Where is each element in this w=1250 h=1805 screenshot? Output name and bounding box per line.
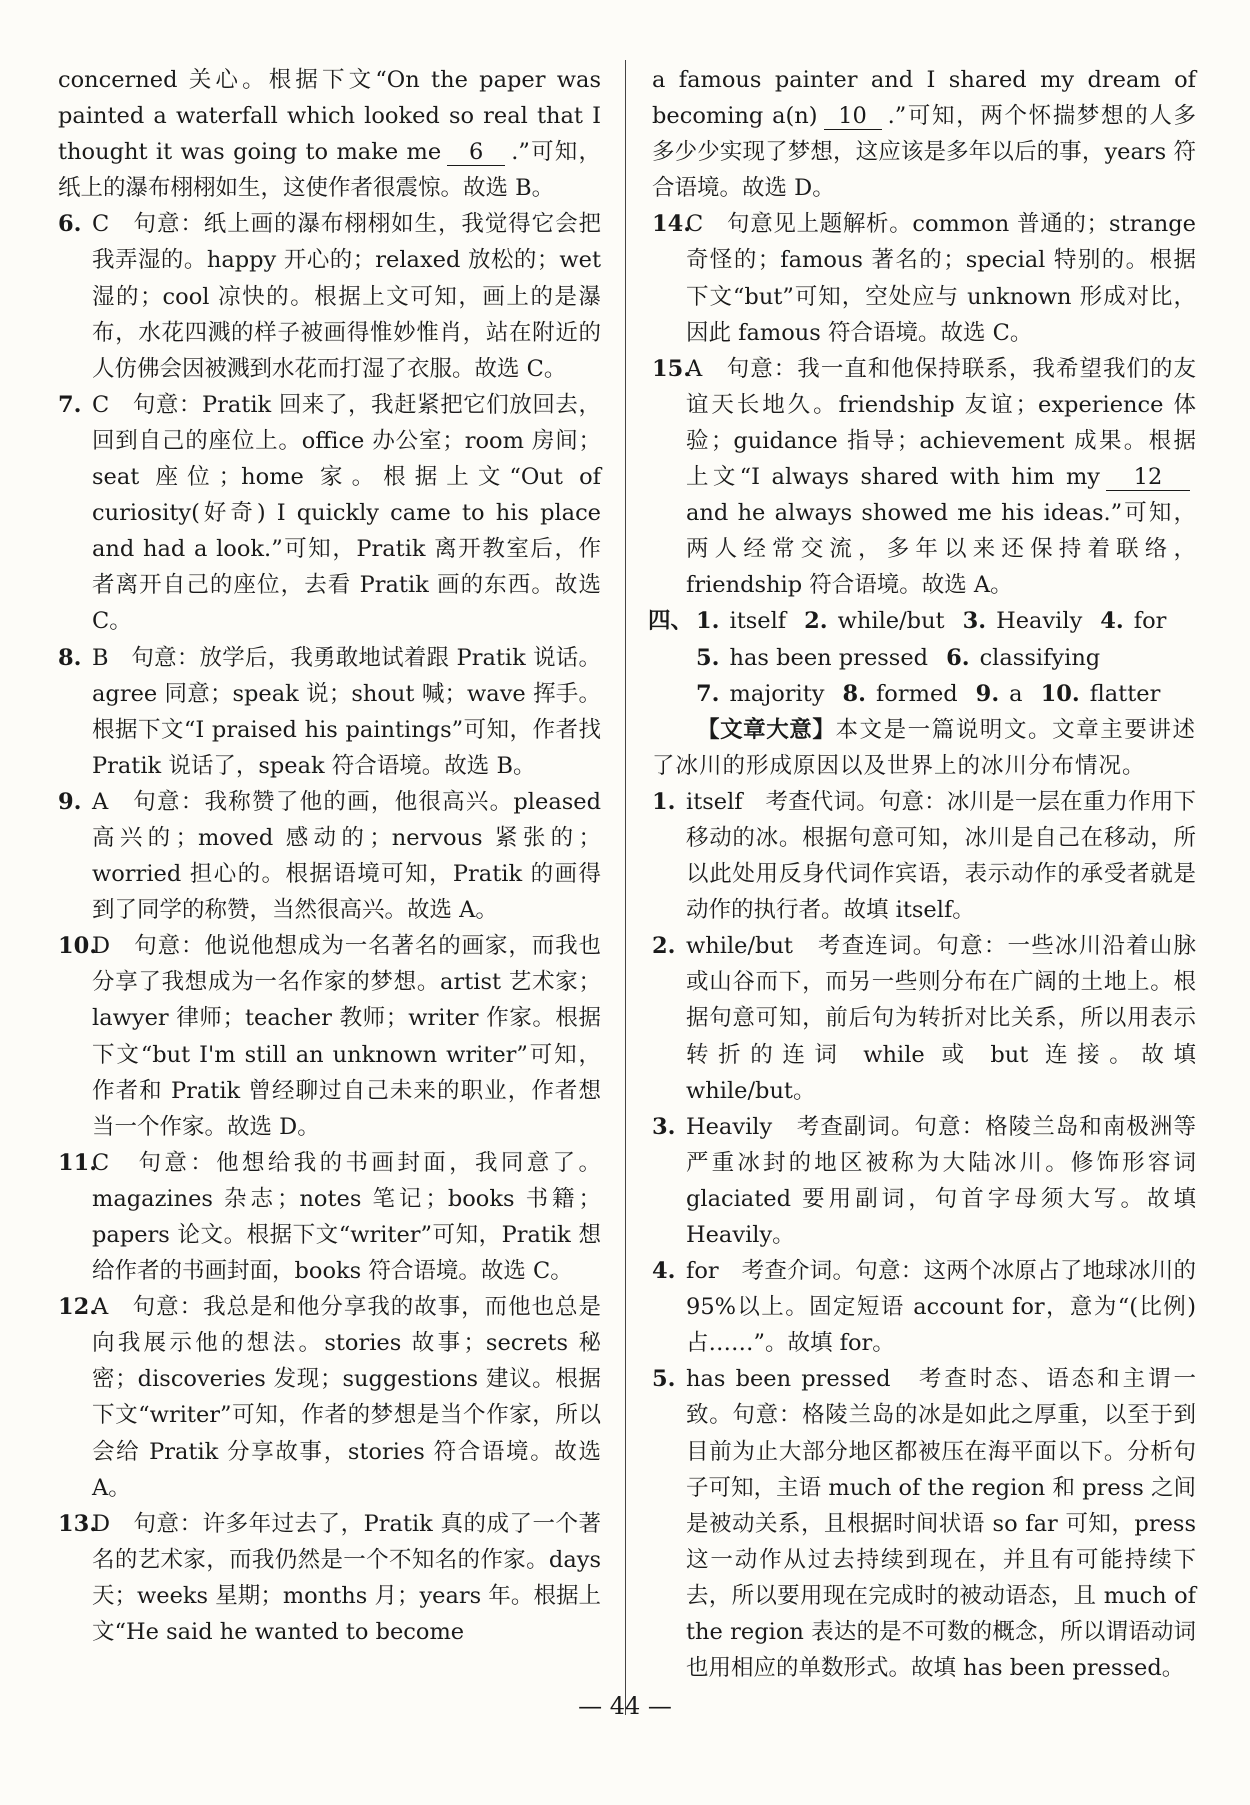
article-summary — [652, 712, 1196, 784]
answer-number: 2. — [804, 608, 828, 635]
section-four-answers — [648, 603, 1196, 711]
item-text: B 句意：放学后，我勇敢地试着跟 Pratik 说话。agree 同意；speak 说；shout 喊；wave 挥手。根据下文“I praised his paintings”可知，作者找 Pratik 说话了，speak 符合语境。故选 B。 — [92, 644, 601, 779]
answer-number: 1. — [696, 608, 720, 635]
answer-number: 4. — [1100, 608, 1124, 635]
answer-blank: 6 — [447, 139, 505, 166]
grammar-item-3 — [652, 1109, 1196, 1253]
answer-key — [804, 603, 944, 639]
answer-value: itself — [729, 608, 787, 635]
answer-item-15 — [652, 351, 1196, 604]
item-number: 10. — [58, 933, 98, 960]
answer-value: Heavily — [996, 608, 1083, 635]
item-number: 9. — [58, 788, 82, 815]
left-intro-text: concerned 关心。根据下文“On the paper was painted a waterfall which looked so real that I thought it was going to make me — [58, 67, 601, 166]
answer-value: classifying — [979, 644, 1101, 671]
item-text: has been pressed 考查时态、语态和主谓一致。句意：格陵兰岛的冰是如此之厚重，以至于到目前为止大部分地区都被压在海平面以下。分析句子可知，主语 much of the region 和 press 之间是被动关系，且根据时间状语 so far 可知，press 这一动作从过去持续到现在，并且有可能持续下去，所以要用现在完成时的被动语态，且 much of the region 表达的是不可数的概念，所以谓语动词也用相应的单数形式。故填 has been pressed。 — [686, 1366, 1196, 1682]
answer-item-11 — [58, 1145, 601, 1289]
answer-row — [696, 640, 1196, 676]
right-continuation — [652, 62, 1196, 206]
item-number: 6. — [58, 211, 82, 238]
continuation-end: .”可知，两个怀揣梦想的人多多少少实现了梦想，这应该是多年以后的事，years 符合语境。故选 D。 — [652, 103, 1197, 202]
page-number: — 44 — — [578, 1692, 672, 1720]
item-text: C 句意：Pratik 回来了，我赶紧把它们放回去，回到自己的座位上。office 办公室；room 房间；seat 座位；home 家。根据上文“Out of curiosity(好奇) I quickly came to his place and had a look.”可知，Pratik 离开教室后，作者离开自己的座位，去看 Pratik 画的东西。故选 C。 — [92, 391, 601, 635]
answer-value: majority — [729, 680, 825, 707]
answer-number: 8. — [842, 680, 866, 707]
item-number: 1. — [652, 788, 676, 815]
item-number: 14. — [652, 211, 692, 238]
answer-key — [1041, 676, 1161, 712]
answer-key — [946, 640, 1100, 676]
summary-text: 本文是一篇说明文。文章主要讲述了冰川的形成原因以及世界上的冰川分布情况。 — [652, 716, 1196, 779]
grammar-item-1 — [652, 784, 1196, 928]
answer-item-14 — [652, 206, 1196, 350]
item-text: A 句意：我称赞了他的画，他很高兴。pleased 高兴的；moved 感动的；nervous 紧张的；worried 担心的。根据语境可知，Pratik 的画得到了同学的称赞，当然很高兴。故选 A。 — [92, 788, 601, 924]
answer-value: for — [1133, 608, 1167, 635]
item-number: 7. — [58, 391, 82, 418]
answer-key — [976, 676, 1023, 712]
item-text: Heavily 考查副词。句意：格陵兰岛和南极洲等严重冰封的地区被称为大陆冰川。修饰形容词 glaciated 要用副词，句首字母须大写。故填 Heavily。 — [686, 1113, 1196, 1248]
answer-key — [696, 640, 928, 676]
answer-value: has been pressed — [729, 644, 929, 671]
item-number: 12. — [58, 1294, 98, 1321]
answer-key — [963, 603, 1083, 639]
answer-item-13 — [58, 1506, 601, 1650]
item-number: 15. — [652, 355, 692, 382]
left-intro — [58, 62, 601, 206]
answer-key — [842, 676, 957, 712]
column-divider — [625, 60, 626, 1715]
answer-number: 7. — [696, 680, 720, 707]
left-column — [58, 62, 601, 1650]
item-text: C 句意：他想给我的书画封面，我同意了。magazines 杂志；notes 笔记；books 书籍；papers 论文。根据下文“writer”可知，Pratik 想给作者的书画封面，books 符合语境。故选 C。 — [92, 1149, 601, 1285]
answer-number: 10. — [1040, 680, 1080, 707]
item-text: C 句意：纸上画的瀑布栩栩如生，我觉得它会把我弄湿的。happy 开心的；relaxed 放松的；wet 湿的；cool 凉快的。根据上文可知，画上的是瀑布，水花四溅的样子被画得惟妙惟肖，站在附近的人仿佛会因被溅到水花而打湿了衣服。故选 C。 — [92, 211, 601, 382]
item-text: C 句意见上题解析。common 普通的；strange 奇怪的；famous 著名的；special 特别的。根据下文“but”可知，空处应与 unknown 形成对比，因此 famous 符合语境。故选 C。 — [686, 211, 1196, 346]
answer-number: 9. — [975, 680, 1000, 707]
answer-value: while/but — [837, 608, 945, 635]
answer-blank: 12 — [1106, 464, 1190, 491]
item-number: 5. — [652, 1366, 676, 1393]
item-text: while/but 考查连词。句意：一些冰川沿着山脉或山谷而下，而另一些则分布在广阔的土地上。根据句意可知，前后句为转折对比关系，所以用表示转折的连词 while 或 but 连接。故填 while/but。 — [686, 933, 1196, 1104]
right-column — [648, 62, 1197, 1686]
answer-value: flatter — [1089, 680, 1161, 707]
item-number: 8. — [58, 644, 82, 671]
item-text: A 句意：我总是和他分享我的故事，而他也总是向我展示他的想法。stories 故事；secrets 秘密；discoveries 发现；suggestions 建议。根据下文“writer”可知，作者的梦想是当个作家，所以会给 Pratik 分享故事，stories 符合语境。故选 A。 — [92, 1294, 601, 1501]
item-number: 11. — [58, 1149, 98, 1176]
answer-number: 3. — [962, 608, 987, 635]
answer-blank: 10 — [824, 103, 882, 130]
item-number: 4. — [652, 1258, 676, 1285]
item-text-end: and he always showed me his ideas.”可知，两人经常交流，多年以来还保持着联络，friendship 符合语境。故选 A。 — [686, 500, 1196, 599]
item-number: 3. — [652, 1113, 676, 1140]
answer-item-12 — [58, 1289, 601, 1506]
answer-value: formed — [875, 680, 958, 707]
continuation-text: a famous painter and I shared my dream of becoming a(n) — [652, 67, 1196, 130]
grammar-item-5 — [652, 1361, 1196, 1686]
item-text: for 考查介词。句意：这两个冰原占了地球冰川的 95%以上。固定短语 account for，意为“(比例)占……”。故填 for。 — [686, 1258, 1196, 1357]
item-text: D 句意：他说他想成为一名著名的画家，而我也分享了我想成为一名作家的梦想。artist 艺术家；lawyer 律师；teacher 教师；writer 作家。根据下文“but I'm still an unknown writer”可知，作者和 Pratik 曾经聊过自己未来的职业，作者想当一个作家。故选 D。 — [92, 933, 601, 1140]
answer-item-8 — [58, 640, 601, 784]
grammar-item-4 — [652, 1253, 1196, 1361]
answer-row — [696, 676, 1196, 712]
item-number: 2. — [652, 933, 676, 960]
answer-key — [1100, 603, 1166, 639]
answer-row — [696, 603, 1196, 639]
item-text: A 句意：我一直和他保持联系，我希望我们的友谊天长地久。friendship 友谊；experience 体验；guidance 指导；achievement 成果。根据上文“I always shared with him my — [686, 355, 1196, 491]
answer-item-9 — [58, 784, 601, 928]
item-text: itself 考查代词。句意：冰川是一层在重力作用下移动的冰。根据句意可知，冰川是自己在移动，所以此处用反身代词作宾语，表示动作的承受者就是动作的执行者。故填 itself。 — [686, 788, 1196, 924]
grammar-item-2 — [652, 928, 1196, 1108]
section-mark: 四、 — [648, 608, 694, 635]
answer-key — [696, 603, 786, 639]
answer-key — [696, 676, 824, 712]
item-number: 13. — [58, 1510, 98, 1537]
item-text: D 句意：许多年过去了，Pratik 真的成了一个著名的艺术家，而我仍然是一个不知名的作家。days 天；weeks 星期；months 月；years 年。根据上文“He said he wanted to become — [92, 1510, 601, 1646]
answer-value: a — [1009, 680, 1023, 707]
answer-number: 5. — [696, 644, 720, 671]
left-intro-end: .”可知，纸上的瀑布栩栩如生，这使作者很震惊。故选 B。 — [58, 139, 602, 202]
answer-item-10 — [58, 928, 601, 1145]
summary-title: 【文章大意】 — [697, 716, 836, 743]
answer-number: 6. — [946, 644, 970, 671]
answer-item-7 — [58, 387, 601, 640]
answer-item-6 — [58, 206, 601, 386]
